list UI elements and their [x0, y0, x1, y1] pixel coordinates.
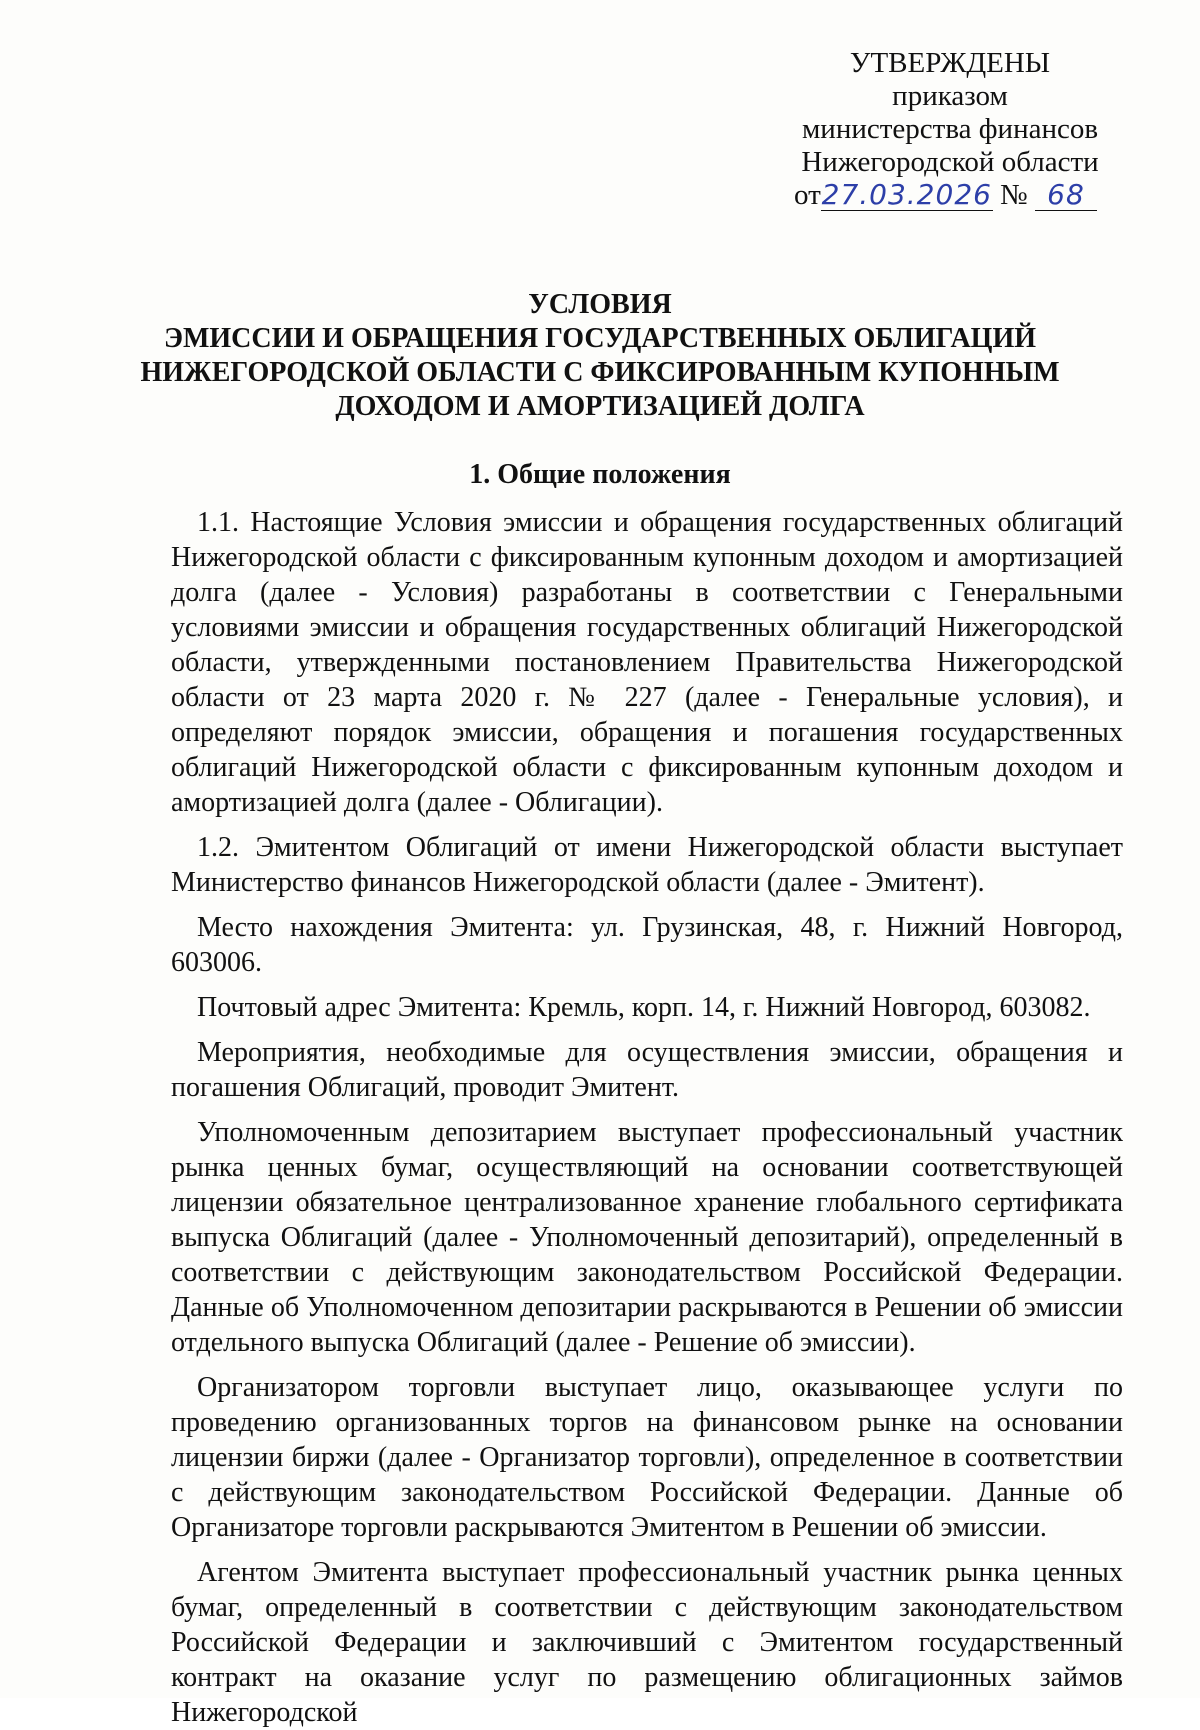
title-line-4: ДОХОДОМ И АМОРТИЗАЦИЕЙ ДОЛГА [335, 391, 865, 422]
title-line-2: ЭМИССИИ И ОБРАЩЕНИЯ ГОСУДАРСТВЕННЫХ ОБЛИГАЦИЙ [163, 323, 1037, 354]
paragraph-1-2: 1.2. Эмитентом Облигаций от имени Нижегородской области выступает Министерство финансов Нижегородской области (далее - Эмитент). [171, 832, 1123, 898]
order-date-handwritten: 27.03.2026 [821, 178, 992, 211]
order-number-field [1035, 180, 1097, 211]
order-date-field [821, 180, 993, 211]
paragraph-issuer-location: Место нахождения Эмитента: ул. Грузинская, 48, г. Нижний Новгород, 603006. [171, 912, 1123, 978]
paragraph-1-1: 1.1. Настоящие Условия эмиссии и обращения государственных облигаций Нижегородской области с фиксированным купонным доходом и амортизацией долга (далее - Условия) разработаны в соответствии с Генеральными условиями эмиссии и обращения государственных облигаций Нижегородской области, утвержденными постановлением Правительства Нижегородской области от 23 марта 2020 г. № 227 (далее - Генеральные условия), и определяют порядок эмиссии, обращения и погашения государственных облигаций Нижегородской области с фиксированным купонным доходом и амортизацией долга (далее - Облигации). [171, 507, 1123, 818]
approval-line-region: Нижегородской области [801, 146, 1099, 178]
approval-line-ministry: министерства финансов [801, 113, 1099, 145]
title-line-3: НИЖЕГОРОДСКОЙ ОБЛАСТИ С ФИКСИРОВАННЫМ КУПОННЫМ [140, 357, 1060, 388]
paragraph-depositary: Уполномоченным депозитарием выступает профессиональный участник рынка ценных бумаг, осуществляющий на основании соответствующей лицензии обязательное централизованное хранение глобального сертификата выпуска Облигаций (далее - Уполномоченный депозитарий), определенный в соответствии с действующим законодательством Российской Федерации. Данные об Уполномоченном депозитарии раскрываются в Решении об эмиссии отдельного выпуска Облигаций (далее - Решение об эмиссии). [171, 1117, 1123, 1358]
approval-date-line [770, 179, 1130, 212]
document-title [130, 288, 1070, 424]
approval-line-by-order: приказом [892, 80, 1008, 112]
approval-line-approved: УТВЕРЖДЕНЫ [849, 47, 1051, 79]
section-heading: 1. Общие положения [469, 459, 731, 490]
title-line-1: УСЛОВИЯ [528, 289, 672, 320]
section-body [171, 505, 1123, 1730]
approval-stamp [770, 47, 1130, 212]
paragraph-issuer-postal-address: Почтовый адрес Эмитента: Кремль, корп. 14, г. Нижний Новгород, 603082. [197, 992, 1091, 1023]
paragraph-issuer-agent: Агентом Эмитента выступает профессиональный участник рынка ценных бумаг, определенный в соответствии с действующим законодательством Российской Федерации и заключивший с Эмитентом государственный контракт на оказание услуг по размещению облигационных займов Нижегородской [171, 1557, 1123, 1728]
date-prefix: от [794, 179, 821, 211]
paragraph-measures: Мероприятия, необходимые для осуществления эмиссии, обращения и погашения Облигаций, проводит Эмитент. [171, 1037, 1123, 1103]
order-number-handwritten: 68 [1047, 178, 1085, 211]
number-sign: № [1000, 179, 1028, 211]
paragraph-trade-organizer: Организатором торговли выступает лицо, оказывающее услуги по проведению организованных торгов на финансовом рынке на основании лицензии биржи (далее - Организатор торговли), определенное в соответствии с действующим законодательством Российской Федерации. Данные об Организаторе торговли раскрываются Эмитентом в Решении об эмиссии. [171, 1372, 1123, 1543]
